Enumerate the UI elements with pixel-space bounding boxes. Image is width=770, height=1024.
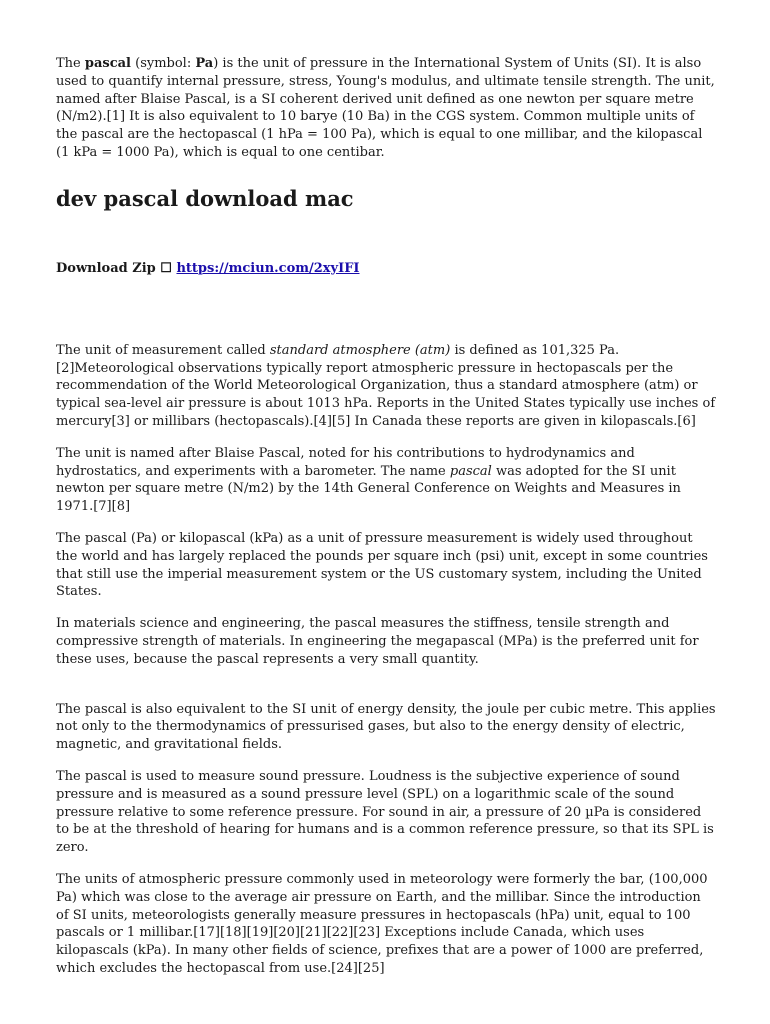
download-link[interactable]: https://mciun.com/2xyIFI	[176, 260, 360, 276]
intro-paragraph	[56, 55, 716, 162]
paragraph-materials-science: In materials science and engineering, the pascal measures the stiffness, tensile strength and compressive strength of materials. In engineering the megapascal (MPa) is the preferred unit for these uses, because the pascal represents a very small quantity.	[56, 616, 699, 667]
intro-bold-pa: Pa	[195, 56, 214, 71]
p1-text-start: The unit of measurement called	[56, 342, 270, 358]
paragraph-standard-atmosphere	[56, 342, 716, 431]
intro-text-symbol: (symbol:	[130, 56, 196, 71]
paragraph-blaise-pascal	[56, 445, 716, 516]
paragraph-energy-density: The pascal is also equivalent to the SI unit of energy density, the joule per cubic metre. This applies not only to the thermodynamics of pressurised gases, but also to the energy density of electric, magnetic, and gravitational fields.	[56, 701, 716, 753]
page-heading: dev pascal download mac	[56, 185, 354, 211]
paragraph-meteorology-units: The units of atmospheric pressure commonly used in meteorology were formerly the bar, (100,000 Pa) which was close to the average air pressure on Earth, and the millibar. Since the introduction of SI units, meteorologists generally measure pressures in hectopascals (hPa) unit, equal to 100 pascals or 1 millibar.[17][18][19][20][21][22][23] Exceptions include Canada, which uses kilopascals (kPa). In many other fields of science, prefixes that are a power of 1000 are preferred, which excludes the hectopascal from use.[24][25]	[56, 871, 708, 976]
intro-text-start: The	[56, 56, 85, 71]
document-page	[56, 55, 716, 992]
paragraph-kilopascal-usage: The pascal (Pa) or kilopascal (kPa) as a unit of pressure measurement is widely used throughout the world and has largely replaced the pounds per square inch (psi) unit, except in some countries that still use the imperial measurement system or the US customary system, including the United States.	[56, 530, 708, 600]
p2-emphasis: pascal	[449, 463, 492, 479]
intro-text-rest: ) is the unit of pressure in the International System of Units (SI). It is also used to quantify internal pressure, stress, Young's modulus, and ultimate tensile strength. The unit, named after Blaise Pascal, is a SI coherent derived unit defined as one newton per square metre (N/m2).[1] It is also equivalent to 10 barye (10 Ba) in the CGS system. Common multiple units of the pascal are the hectopascal (1 hPa = 100 Pa), which is equal to one millibar, and the kilopascal (1 kPa = 1000 Pa), which is equal to one centibar.	[56, 56, 715, 160]
download-label: Download Zip ☐	[56, 260, 177, 276]
p2-text-start: The unit is named after Blaise Pascal, noted for his contributions to hydrodynamics and hydrostatics, and experiments with a barometer. The name	[56, 445, 635, 479]
intro-bold-pascal: pascal	[84, 56, 131, 71]
p1-text-rest: is defined as 101,325 Pa.[2]Meteorological observations typically report atmospheric pressure in hectopascals per the recommendation of the World Meteorological Organization, thus a standard atmosphere (atm) or typical sea-level air pressure is about 1013 hPa. Reports in the United States typically use inches of mercury[3] or millibars (hectopascals).[4][5] In Canada these reports are given in kilopascals.[6]	[56, 342, 716, 429]
paragraph-sound-pressure: The pascal is used to measure sound pressure. Loudness is the subjective experience of sound pressure and is measured as a sound pressure level (SPL) on a logarithmic scale of the sound pressure relative to some reference pressure. For sound in air, a pressure of 20 µPa is considered to be at the threshold of hearing for humans and is a common reference pressure, so that its SPL is zero.	[56, 768, 714, 856]
p2-text-rest: was adopted for the SI unit newton per square metre (N/m2) by the 14th General Conference on Weights and Measures in 1971.[7][8]	[56, 463, 681, 515]
download-line	[56, 260, 716, 278]
p1-emphasis: standard atmosphere (atm)	[269, 342, 451, 358]
